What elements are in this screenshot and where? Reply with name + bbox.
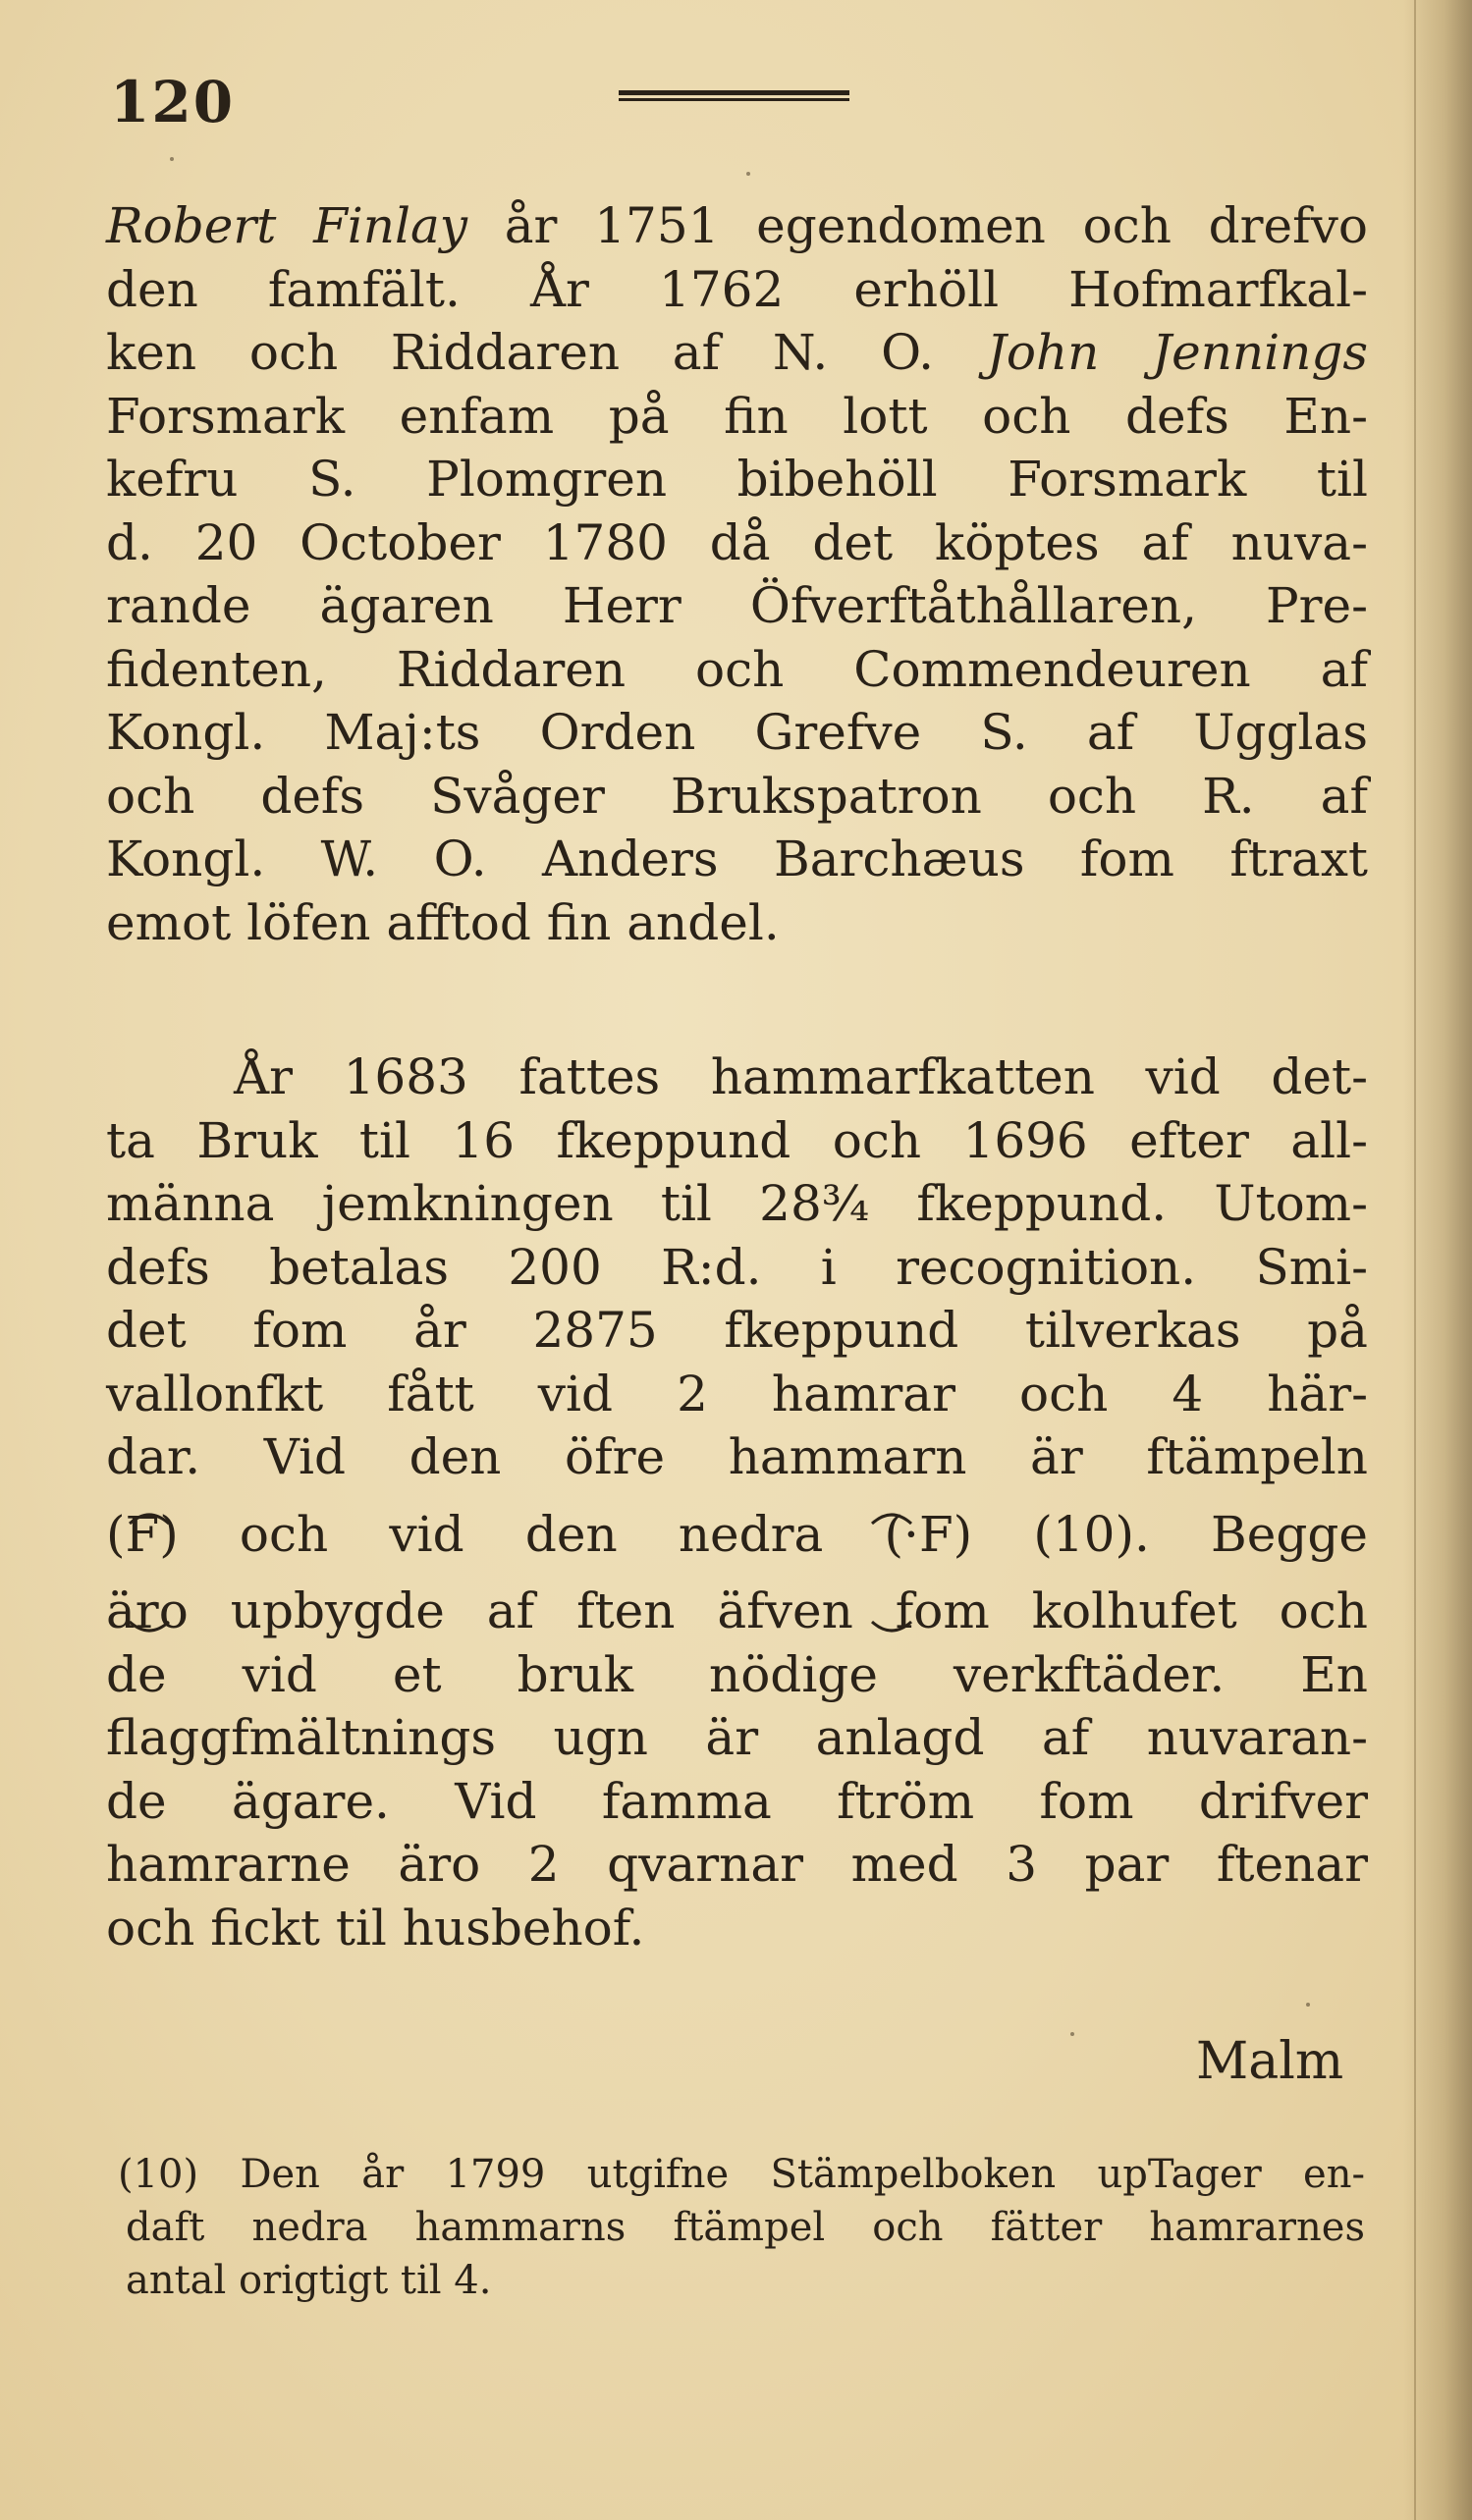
stamp-marks bbox=[106, 1502, 1088, 1649]
italic-name: Robert Finlay bbox=[106, 197, 468, 254]
text-line: d. 20 October 1780 då det köptes af nuva- bbox=[106, 513, 1368, 571]
text-line: ken och Riddaren af N. O. John Jennings bbox=[106, 324, 1368, 381]
text-line: rande ägaren Herr Öfverftåthållaren, Pre- bbox=[106, 577, 1368, 634]
text-line: äro upbygde af ften äfven fom kolhufet och bbox=[106, 1582, 1368, 1639]
text-line: den famfält. År 1762 erhöll Hofmarfkal- bbox=[106, 260, 1368, 318]
text-line: männa jemkningen til 28¾ fkeppund. Utom- bbox=[106, 1175, 1368, 1232]
footnote-line: (10) Den år 1799 utgifne Stämpelboken upTager en- bbox=[118, 2152, 1365, 2197]
text-line: defs betalas 200 R:d. i recognition. Smi- bbox=[106, 1238, 1368, 1296]
stamp-arc-top-1 bbox=[130, 1515, 169, 1524]
text-line: hamrarne äro 2 qvarnar med 3 par ftenar bbox=[106, 1836, 1368, 1893]
stamp-arc-bottom-1 bbox=[130, 1622, 169, 1631]
text-line: och fickt til husbehof. bbox=[106, 1899, 645, 1957]
text-line: emot löfen afftod fin andel. bbox=[106, 893, 780, 951]
header-ornament-rule bbox=[619, 90, 849, 104]
text-line: ta Bruk til 16 fkeppund och 1696 efter all- bbox=[106, 1111, 1368, 1169]
footnote-line: daft nedra hammarns ftämpel och fätter hamrarnes bbox=[126, 2205, 1365, 2250]
text-line: dar. Vid den öfre hammarn är ftämpeln bbox=[106, 1428, 1368, 1485]
footnote-line: antal origtigt til 4. bbox=[126, 2258, 492, 2303]
text-line: och defs Svåger Brukspatron och R. af bbox=[106, 767, 1368, 825]
stamp-arc-bottom-2 bbox=[872, 1622, 911, 1631]
text-line: kefru S. Plomgren bibehöll Forsmark til bbox=[106, 451, 1368, 508]
text-line: vallonfkt fått vid 2 hamrar och 4 här- bbox=[106, 1365, 1368, 1422]
text-line: Kongl. W. O. Anders Barchæus fom ftraxt bbox=[106, 831, 1368, 887]
paper-speck bbox=[1070, 2032, 1074, 2036]
catchword: Malm bbox=[1196, 2032, 1344, 2091]
text-line: Forsmark enfam på fin lott och defs En- bbox=[106, 387, 1368, 445]
text-line: de vid et bruk nödige verkftäder. En bbox=[106, 1645, 1368, 1703]
text-line: Kongl. Maj:ts Orden Grefve S. af Ugglas bbox=[106, 704, 1368, 761]
text-line: Robert Finlay år 1751 egendomen och drefvo bbox=[106, 197, 1368, 254]
text-line: det fom år 2875 fkeppund tilverkas på bbox=[106, 1302, 1368, 1359]
paragraph-1 bbox=[106, 194, 1368, 954]
text-line: År 1683 fattes hammarfkatten vid det- bbox=[234, 1048, 1368, 1105]
text-line: fidenten, Riddaren och Commendeuren af bbox=[106, 640, 1368, 698]
italic-name: John Jennings bbox=[986, 324, 1368, 381]
page-fold-line bbox=[1414, 0, 1416, 2520]
footnote bbox=[118, 2148, 1365, 2307]
paper-speck bbox=[1306, 2003, 1310, 2007]
stamp-arc-top-2 bbox=[872, 1515, 911, 1524]
paper-speck bbox=[170, 157, 174, 161]
page-number: 120 bbox=[110, 69, 236, 135]
paper-speck bbox=[746, 172, 750, 176]
text-line-stamps: (F) och vid den nedra (·F) (10). Begge bbox=[106, 1505, 1368, 1563]
text-line: flaggfmältnings ugn är anlagd af nuvaran- bbox=[106, 1709, 1368, 1766]
text-line: de ägare. Vid famma ftröm fom drifver bbox=[106, 1772, 1368, 1830]
